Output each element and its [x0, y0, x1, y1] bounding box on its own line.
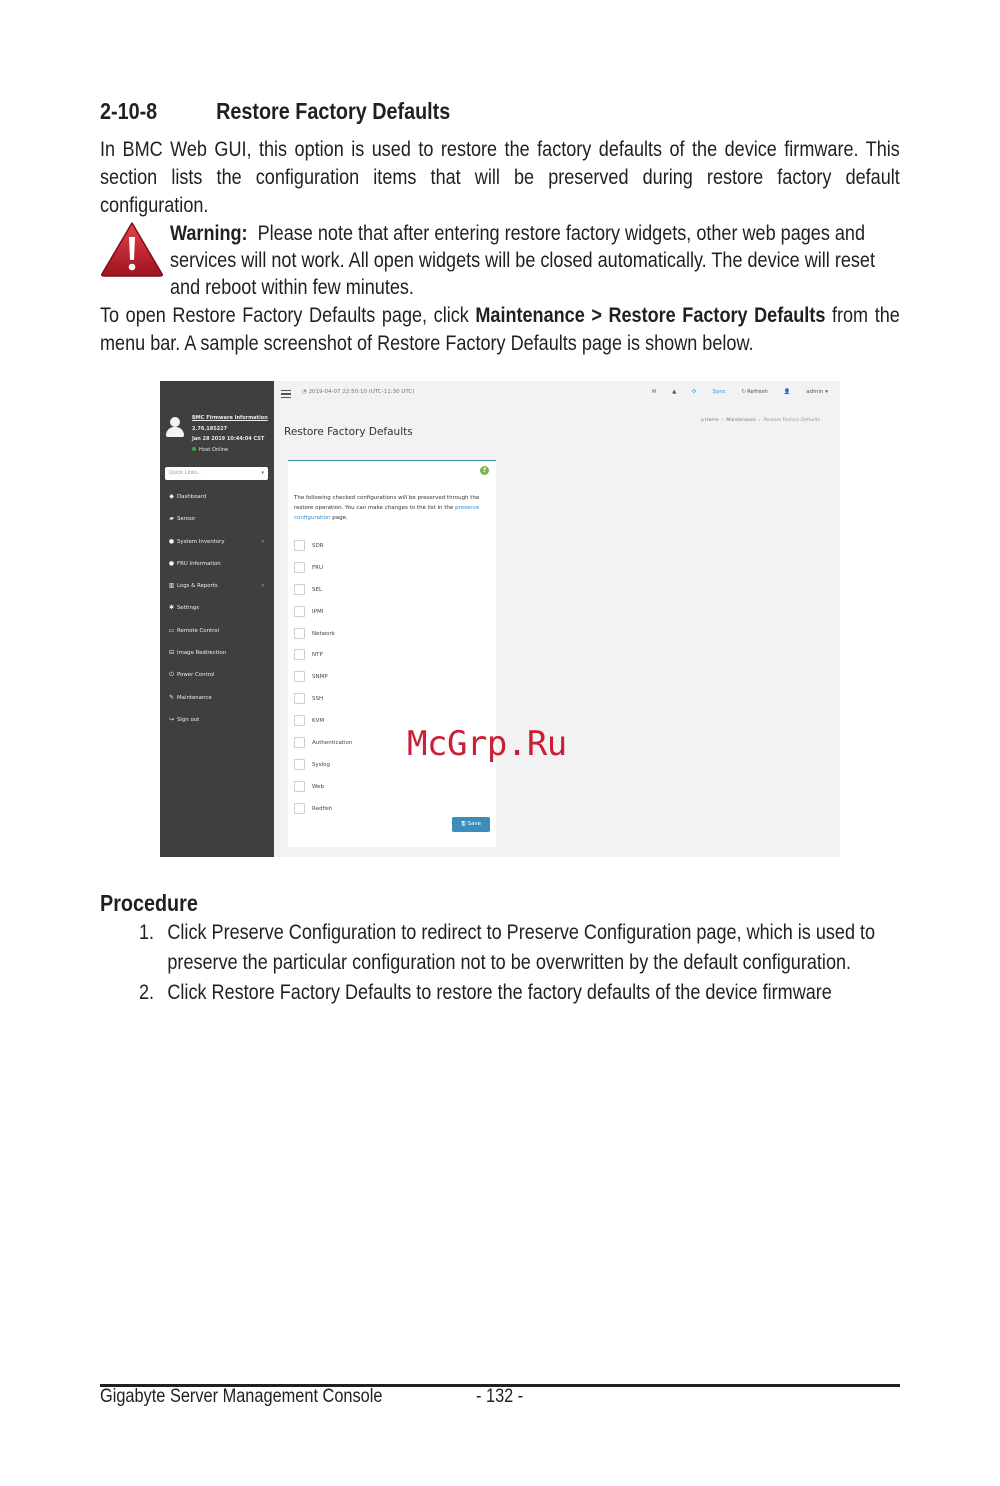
preserve-option [294, 693, 352, 715]
help-icon[interactable]: ? [480, 466, 489, 475]
firmware-date: Jan 28 2019 10:44:04 CST [192, 436, 265, 442]
mail-icon[interactable]: ✉ [651, 389, 657, 395]
page-title: Restore Factory Defaults [284, 426, 413, 438]
preserve-option [294, 540, 352, 562]
host-status-label: Host Online [199, 446, 229, 453]
section-title-text: Restore Factory Defaults [216, 98, 451, 124]
gear-icon: ✱ [168, 604, 175, 612]
procedure-step [139, 978, 896, 1008]
option-checkbox[interactable] [294, 562, 305, 573]
sensor-icon: ▰ [169, 515, 174, 523]
step-text: Click Preserve Configuration to redirect to Preserve Configuration page, which is used to preserve the particular configuration not to be overwritten by the default configuration. [167, 921, 876, 974]
sidebar-item-label: Settings [177, 605, 200, 612]
option-label: Web [312, 783, 324, 790]
clock-icon: ◔ [302, 389, 307, 395]
preserve-option [294, 649, 352, 671]
preserve-option [294, 737, 352, 759]
topbar [274, 381, 840, 409]
sync-label: Sync [712, 389, 726, 395]
option-checkbox[interactable] [294, 781, 305, 792]
info-icon: ● [168, 559, 175, 567]
option-label: SSH [312, 696, 324, 703]
warning-label: Warning: [170, 222, 248, 245]
refresh-button[interactable]: ↻Refresh [741, 389, 768, 395]
preserve-option [294, 759, 352, 781]
warning-body: Please note that after entering restore factory widgets, other web pages and services will not work. All open widgets will be closed automatically. The device will reset and reboot within few minutes. [170, 222, 875, 299]
option-label: NTP [312, 652, 323, 659]
chevron-right-icon: › [261, 537, 264, 545]
step-number: 2. [139, 981, 155, 1004]
sidebar-item-label: Logs & Reports [177, 583, 218, 590]
disk-icon: ⊟ [168, 649, 175, 657]
option-checkbox[interactable] [294, 693, 305, 704]
option-checkbox[interactable] [294, 803, 305, 814]
sidebar-item-label: Dashboard [177, 494, 207, 500]
datetime-display [302, 389, 414, 395]
sidebar-item-label: Sign out [177, 716, 200, 723]
option-checkbox[interactable] [294, 737, 305, 748]
option-checkbox[interactable] [294, 606, 305, 617]
sidebar-item-label: Image Redirection [177, 650, 227, 657]
alert-icon[interactable]: ▲ [672, 389, 677, 395]
bmc-screenshot [160, 381, 840, 857]
preserve-option [294, 715, 352, 737]
sidebar-item[interactable] [166, 513, 270, 535]
open-instructions-after: from the menu bar. A sample screenshot of Restore Factory Defaults page is shown below. [100, 304, 900, 355]
step-number: 1. [139, 921, 155, 944]
avatar-icon [165, 417, 185, 439]
sidebar-item[interactable] [166, 625, 270, 647]
wrench-icon: ✎ [168, 693, 175, 701]
preserve-option [294, 628, 352, 650]
procedure-steps [139, 918, 896, 1008]
firmware-info [192, 413, 268, 455]
sidebar-item[interactable] [166, 669, 270, 691]
firmware-info-link[interactable]: BMC Firmware Information [192, 415, 268, 421]
option-label: Authentication [312, 740, 353, 747]
option-checkbox[interactable] [294, 671, 305, 682]
warning-icon [100, 220, 164, 278]
sidebar-item[interactable] [166, 580, 270, 602]
warning-text [170, 220, 901, 301]
open-instructions [100, 302, 900, 358]
card-intro-text: The following checked configurations will be preserved through the restore operation. You can make changes to the list in the [294, 495, 480, 511]
section-number: 2-10-8 [100, 98, 158, 124]
sidebar-item-label: Maintenance [177, 694, 212, 701]
sidebar-item[interactable] [166, 558, 270, 580]
sidebar-menu [166, 491, 270, 736]
procedure-title: Procedure [100, 890, 198, 916]
card-intro-end: page. [330, 515, 348, 521]
sidebar-item[interactable] [166, 647, 270, 669]
option-label: KVM [312, 718, 325, 725]
user-panel [165, 413, 271, 455]
preserve-option [294, 562, 352, 584]
refresh-label: Refresh [747, 389, 768, 395]
host-status [192, 445, 268, 456]
quick-links-select[interactable] [165, 467, 268, 480]
footer-title: Gigabyte Server Management Console [100, 1386, 383, 1407]
dashboard-icon: ◆ [169, 493, 174, 500]
save-button[interactable] [452, 817, 490, 832]
quick-links-placeholder: Quick Links.. [169, 470, 201, 476]
sidebar-item-label: Sensor [177, 516, 196, 523]
sidebar-item[interactable] [166, 714, 270, 736]
sync-button[interactable]: ⟳ Sync [692, 389, 726, 395]
step-text: Click Restore Factory Defaults to restore the factory defaults of the device firmware [167, 981, 832, 1004]
sidebar-item-label: Power Control [177, 672, 215, 679]
sidebar-item[interactable] [166, 491, 270, 513]
breadcrumb-current: Restore Factory Defaults [763, 418, 820, 423]
sidebar-item-label: System Inventory [177, 538, 225, 545]
save-label: Save [467, 821, 481, 827]
sidebar-item[interactable] [166, 602, 270, 624]
sidebar-item-label: Remote Control [177, 627, 219, 634]
option-label: SDR [312, 543, 324, 549]
save-icon: 🖫 [461, 821, 466, 827]
intro-paragraph: In BMC Web GUI, this option is used to restore the factory defaults of the device firmware. This section lists the configuration items that will be preserved during restore factory default configuration. [100, 138, 900, 217]
chevron-right-icon: › [261, 582, 264, 590]
chart-icon: ▥ [168, 582, 175, 590]
option-label: SEL [312, 586, 323, 593]
preserve-option [294, 584, 352, 606]
procedure-step [139, 918, 896, 978]
option-label: IPMI [312, 608, 324, 615]
open-instructions-path: Maintenance > Restore Factory Defaults [475, 304, 826, 327]
datetime-text: 2019-04-07 22:50:10 (UTC-11:30 UTC) [308, 389, 415, 395]
option-label: Network [312, 630, 335, 637]
signout-icon: ↪ [168, 715, 175, 723]
preserve-option [294, 671, 352, 693]
chevron-down-icon: ▾ [261, 470, 264, 476]
breadcrumb-parent[interactable]: Maintenance [726, 418, 756, 423]
option-label: Redfish [312, 805, 333, 812]
preserve-option [294, 803, 352, 825]
warning-block [100, 220, 900, 302]
option-label: SNMP [312, 674, 328, 681]
preserve-option [294, 781, 352, 803]
user-menu[interactable]: 👤 admin ▾ [783, 389, 828, 395]
watermark: McGrp.Ru [407, 724, 567, 764]
preserve-configuration-link[interactable]: preserve configuration [294, 505, 480, 521]
sidebar-item[interactable] [166, 692, 270, 714]
topbar-actions [638, 389, 828, 395]
option-checkbox[interactable] [294, 715, 305, 726]
option-checkbox[interactable] [294, 628, 305, 639]
home-icon: ⌂ [700, 418, 704, 423]
section-title [100, 98, 450, 125]
power-icon: ⏻ [169, 671, 174, 679]
sidebar-item-label: FRU Information [177, 560, 221, 567]
sidebar-item[interactable] [166, 536, 270, 558]
option-label: Syslog [312, 761, 330, 768]
firmware-version: 2.76.185227 [192, 425, 228, 432]
hamburger-icon[interactable] [281, 390, 291, 398]
option-checkbox[interactable] [294, 649, 305, 660]
breadcrumb: ⌂ Home › Maintenance › Restore Factory Defaults [700, 418, 820, 423]
user-name: admin [806, 389, 824, 395]
monitor-icon: ▭ [168, 626, 175, 634]
breadcrumb-home[interactable]: Home [705, 418, 719, 423]
preserve-options [294, 540, 352, 825]
page-number: - 132 - [476, 1386, 524, 1407]
option-checkbox[interactable] [294, 759, 305, 770]
option-checkbox[interactable] [294, 540, 305, 551]
card-intro [294, 493, 494, 523]
option-label: FRU [312, 564, 324, 571]
option-checkbox[interactable] [294, 584, 305, 595]
status-dot-icon [192, 447, 196, 451]
restore-card [288, 460, 496, 847]
info-icon: ● [168, 537, 175, 545]
open-instructions-before: To open Restore Factory Defaults page, click [100, 304, 476, 327]
sidebar [160, 381, 274, 857]
preserve-option [294, 606, 352, 628]
